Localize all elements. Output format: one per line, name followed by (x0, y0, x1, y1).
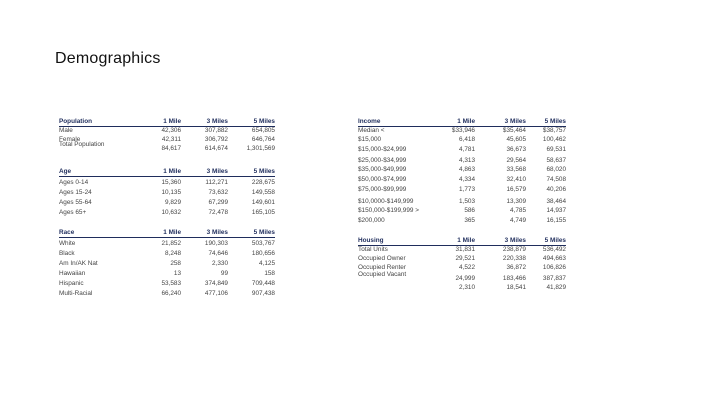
population-heading: Population (59, 118, 93, 125)
table-row (358, 246, 566, 255)
column-1-mile: 1 Mile (163, 229, 181, 236)
cell-1-mile: 53,583 (161, 280, 181, 287)
cell-3-miles: 4,749 (510, 217, 526, 224)
row-label: Ages 0-14 (59, 179, 89, 186)
cell-5-miles: 165,105 (251, 209, 275, 216)
cell-1-mile: 84,617 (161, 145, 181, 152)
cell-1-mile: 9,829 (165, 199, 181, 206)
cell-5-miles: 536,492 (542, 246, 566, 253)
cell-5-miles: 494,663 (542, 255, 566, 262)
table-row (358, 255, 566, 264)
table-row (358, 146, 566, 157)
table-row (358, 157, 566, 166)
cell-5-miles: 41,829 (546, 284, 566, 291)
cell-5-miles: 503,767 (251, 240, 275, 247)
cell-5-miles: 646,764 (251, 136, 275, 143)
cell-3-miles: 112,271 (205, 179, 228, 186)
population-header-row (59, 118, 275, 127)
cell-1-mile: 4,334 (459, 176, 475, 183)
cell-3-miles: $35,464 (502, 127, 526, 134)
cell-1-mile: 258 (170, 260, 181, 267)
row-label: Hawaiian (59, 270, 86, 277)
table-row (358, 166, 566, 176)
row-label: Ages 65+ (59, 209, 87, 216)
age-heading: Age (59, 168, 72, 175)
row-label: Occupied Renter (358, 264, 406, 271)
cell-1-mile: 21,852 (161, 240, 181, 247)
row-label: Am In/AK Nat (59, 260, 98, 267)
cell-3-miles: 238,879 (502, 246, 526, 253)
column-3-miles: 3 Miles (206, 168, 228, 175)
table-row (358, 217, 566, 226)
row-label: Median < (358, 127, 385, 134)
row-label: White (59, 240, 76, 247)
cell-3-miles: 2,330 (212, 260, 228, 267)
cell-3-miles: 477,106 (204, 290, 228, 297)
cell-1-mile: 42,306 (161, 127, 181, 134)
cell-3-miles: 220,338 (502, 255, 526, 262)
column-1-mile: 1 Mile (163, 168, 181, 175)
cell-5-miles: 907,438 (251, 290, 275, 297)
table-row (59, 250, 275, 260)
row-label: Total Population (59, 141, 105, 148)
cell-1-mile: 586 (464, 207, 475, 214)
cell-5-miles: 180,656 (251, 250, 275, 257)
row-label: Black (59, 250, 75, 257)
cell-5-miles: 14,937 (546, 207, 566, 214)
table-row (59, 179, 275, 189)
cell-5-miles: 74,508 (546, 176, 566, 183)
cell-3-miles: 13,309 (506, 198, 526, 205)
cell-1-mile: 10,632 (161, 209, 181, 216)
cell-1-mile: $33,946 (451, 127, 475, 134)
cell-5-miles: 149,601 (251, 199, 275, 206)
cell-5-miles: $38,757 (542, 127, 566, 134)
column-5-miles: 5 Miles (544, 118, 566, 125)
row-label: Male (59, 127, 73, 134)
income-table (358, 118, 566, 226)
cell-5-miles: 58,637 (546, 157, 566, 164)
cell-3-miles: 16,579 (506, 186, 526, 193)
cell-1-mile: 15,360 (161, 179, 181, 186)
cell-5-miles: 709,448 (251, 280, 275, 287)
income-header-row (358, 118, 566, 127)
row-label: Ages 15-24 (59, 189, 92, 196)
cell-1-mile: 29,521 (455, 255, 475, 262)
cell-3-miles: 183,466 (502, 275, 526, 282)
cell-3-miles: 4,785 (510, 207, 526, 214)
cell-3-miles: 32,410 (506, 176, 526, 183)
table-row (59, 260, 275, 270)
row-label: $150,000-$199,999 > (358, 207, 419, 214)
cell-3-miles: 74,646 (208, 250, 228, 257)
cell-1-mile: 4,863 (459, 166, 475, 173)
cell-1-mile: 10,135 (161, 189, 181, 196)
row-label: $15,000-$24,999 (358, 146, 407, 153)
cell-5-miles: 654,805 (251, 127, 275, 134)
cell-1-mile: 31,831 (455, 246, 475, 253)
race-table (59, 229, 275, 300)
income-heading: Income (358, 118, 381, 125)
cell-3-miles: 67,299 (208, 199, 228, 206)
cell-3-miles: 33,568 (506, 166, 526, 173)
table-row (59, 189, 275, 199)
cell-3-miles: 45,605 (506, 136, 526, 143)
column-3-miles: 3 Miles (504, 118, 526, 125)
cell-1-mile: 1,773 (459, 186, 475, 193)
cell-5-miles: 4,125 (259, 260, 275, 267)
column-1-mile: 1 Mile (457, 118, 475, 125)
row-label: Multi-Racial (59, 290, 93, 297)
cell-1-mile: 365 (464, 217, 475, 224)
cell-3-miles: 29,564 (506, 157, 526, 164)
population-table (59, 118, 275, 153)
column-3-miles: 3 Miles (206, 118, 228, 125)
cell-3-miles: 190,303 (204, 240, 228, 247)
cell-5-miles: 158 (264, 270, 275, 277)
cell-3-miles: 73,632 (208, 189, 228, 196)
row-label: $10,0000-$149,999 (358, 198, 414, 205)
cell-1-mile: 42,311 (161, 136, 181, 143)
race-heading: Race (59, 229, 75, 236)
row-label: Female (59, 136, 81, 143)
cell-5-miles: 100,462 (542, 136, 566, 143)
cell-3-miles: 18,541 (506, 284, 526, 291)
cell-3-miles: 72,478 (208, 209, 228, 216)
cell-3-miles: 36,673 (506, 146, 526, 153)
table-row (59, 141, 275, 153)
cell-5-miles: 106,826 (542, 264, 566, 271)
cell-1-mile: 13 (173, 270, 181, 277)
cell-3-miles: 306,792 (204, 136, 228, 143)
column-5-miles: 5 Miles (253, 118, 275, 125)
cell-3-miles: 307,882 (204, 127, 228, 134)
page-title: Demographics (55, 50, 161, 67)
table-row (358, 127, 566, 136)
cell-3-miles: 36,872 (506, 264, 526, 271)
row-label: $25,000-$34,999 (358, 157, 407, 164)
row-label: Total Units (358, 246, 388, 253)
row-label: Hispanic (59, 280, 84, 287)
cell-1-mile: 4,781 (459, 146, 475, 153)
cell-3-miles: 614,674 (204, 145, 228, 152)
cell-1-mile: 66,240 (161, 290, 181, 297)
table-row (59, 240, 275, 250)
cell-1-mile: 2,310 (459, 284, 475, 291)
cell-1-mile: 8,248 (165, 250, 181, 257)
housing-header-row (358, 237, 566, 246)
table-row (358, 136, 566, 146)
table-row (358, 198, 566, 207)
table-row (358, 176, 566, 186)
table-row (358, 273, 566, 284)
table-row (59, 290, 275, 300)
cell-1-mile: 4,522 (459, 264, 475, 271)
column-5-miles: 5 Miles (253, 168, 275, 175)
table-row (358, 207, 566, 217)
table-row (59, 209, 275, 219)
row-label: $15,000 (358, 136, 382, 143)
cell-3-miles: 374,849 (204, 280, 228, 287)
cell-5-miles: 68,020 (546, 166, 566, 173)
row-label: Ages 55-64 (59, 199, 92, 206)
cell-3-miles: 99 (220, 270, 228, 277)
table-row (59, 280, 275, 290)
table-row (59, 127, 275, 136)
age-table (59, 168, 275, 219)
row-label: Occupied Owner (358, 255, 406, 262)
cell-5-miles: 1,301,569 (246, 145, 275, 152)
column-5-miles: 5 Miles (544, 237, 566, 244)
row-label: $75,000-$99,999 (358, 186, 407, 193)
housing-table (358, 237, 566, 294)
cell-1-mile: 6,418 (459, 136, 475, 143)
row-label: $200,000 (358, 217, 385, 224)
column-1-mile: 1 Mile (457, 237, 475, 244)
column-1-mile: 1 Mile (163, 118, 181, 125)
table-row (59, 199, 275, 209)
age-header-row (59, 168, 275, 177)
cell-5-miles: 38,464 (546, 198, 566, 205)
cell-5-miles: 16,155 (546, 217, 566, 224)
table-row (358, 186, 566, 198)
cell-1-mile: 4,313 (459, 157, 475, 164)
cell-5-miles: 149,558 (251, 189, 275, 196)
race-header-row (59, 229, 275, 238)
row-label: Occupied Vacant (358, 271, 407, 278)
column-5-miles: 5 Miles (253, 229, 275, 236)
housing-heading: Housing (358, 237, 384, 244)
column-3-miles: 3 Miles (206, 229, 228, 236)
row-label: $50,000-$74,999 (358, 176, 407, 183)
cell-1-mile: 1,503 (459, 198, 475, 205)
cell-5-miles: 40,206 (546, 186, 566, 193)
row-label: $35,000-$49,999 (358, 166, 407, 173)
table-row (358, 284, 566, 294)
cell-5-miles: 228,675 (251, 179, 275, 186)
column-3-miles: 3 Miles (504, 237, 526, 244)
table-row (59, 270, 275, 280)
cell-5-miles: 387,837 (542, 275, 566, 282)
cell-1-mile: 24,999 (455, 275, 475, 282)
cell-5-miles: 69,531 (546, 146, 566, 153)
